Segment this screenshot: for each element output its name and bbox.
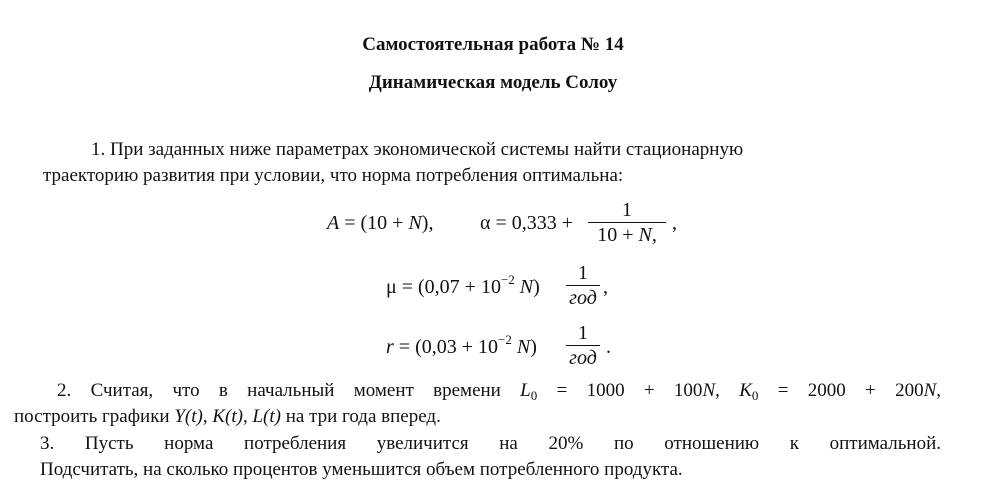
page-subtitle: Динамическая модель Солоу: [368, 72, 618, 93]
formula-mu-fraction: [566, 262, 600, 309]
mu-N: N: [514, 276, 534, 298]
alpha-denominator: 10 + N,: [597, 224, 657, 246]
alpha-numerator: 1: [622, 199, 632, 221]
mu-close: ): [533, 276, 540, 298]
r-lhs: = (0,03 + 10: [393, 336, 499, 358]
formula-A: [327, 212, 433, 235]
task3-line2: Подсчитать, на сколько процентов уменьшится объем потребленного продукта.: [40, 459, 683, 480]
r-exponent: −2: [498, 332, 512, 347]
formula-A-symbol: A: [327, 212, 340, 234]
task1-line2: траекторию развития при условии, что норма потребления оптимальна:: [43, 165, 624, 186]
formula-r: [386, 332, 537, 359]
r-numerator: 1: [578, 322, 588, 344]
r-N: N: [511, 336, 531, 358]
task2-line1: 2. Считая, что в начальный момент времени $L_0 = 1000 + 100N$, $K_0 = 2000 + 200N$,: [57, 380, 942, 403]
mu-lhs: μ = (0,07 + 10: [386, 276, 501, 298]
fraction-bar: [566, 345, 600, 346]
mu-exponent: −2: [500, 272, 515, 287]
formula-mu-tail: ,: [603, 276, 608, 298]
formula-mu: [386, 272, 540, 299]
task3-line1: 3. Пусть норма потребления увеличится на 20% по отношению к оптимальной.: [40, 433, 941, 454]
fraction-bar: [566, 285, 600, 286]
mu-denominator: год: [569, 287, 597, 309]
formula-alpha-fraction: [588, 199, 666, 246]
r-denominator: год: [569, 347, 597, 369]
formula-A-expr: = (10 + N),: [344, 212, 434, 234]
task2-line2: построить графики Y(t), K(t), L(t) на три года вперед.: [14, 406, 441, 427]
page-title: Самостоятельная работа № 14: [362, 34, 624, 55]
fraction-bar: [588, 222, 666, 223]
mu-numerator: 1: [578, 262, 588, 284]
formula-r-tail: .: [606, 336, 611, 358]
r-close: ): [530, 336, 537, 358]
formula-r-fraction: [566, 322, 600, 369]
formula-alpha-lhs: α = 0,333 +: [480, 212, 574, 234]
formula-alpha-tail: ,: [672, 212, 677, 234]
task1-line1: 1. При заданных ниже параметрах экономической системы найти стационарную: [91, 139, 744, 160]
r-symbol: r: [386, 336, 394, 358]
